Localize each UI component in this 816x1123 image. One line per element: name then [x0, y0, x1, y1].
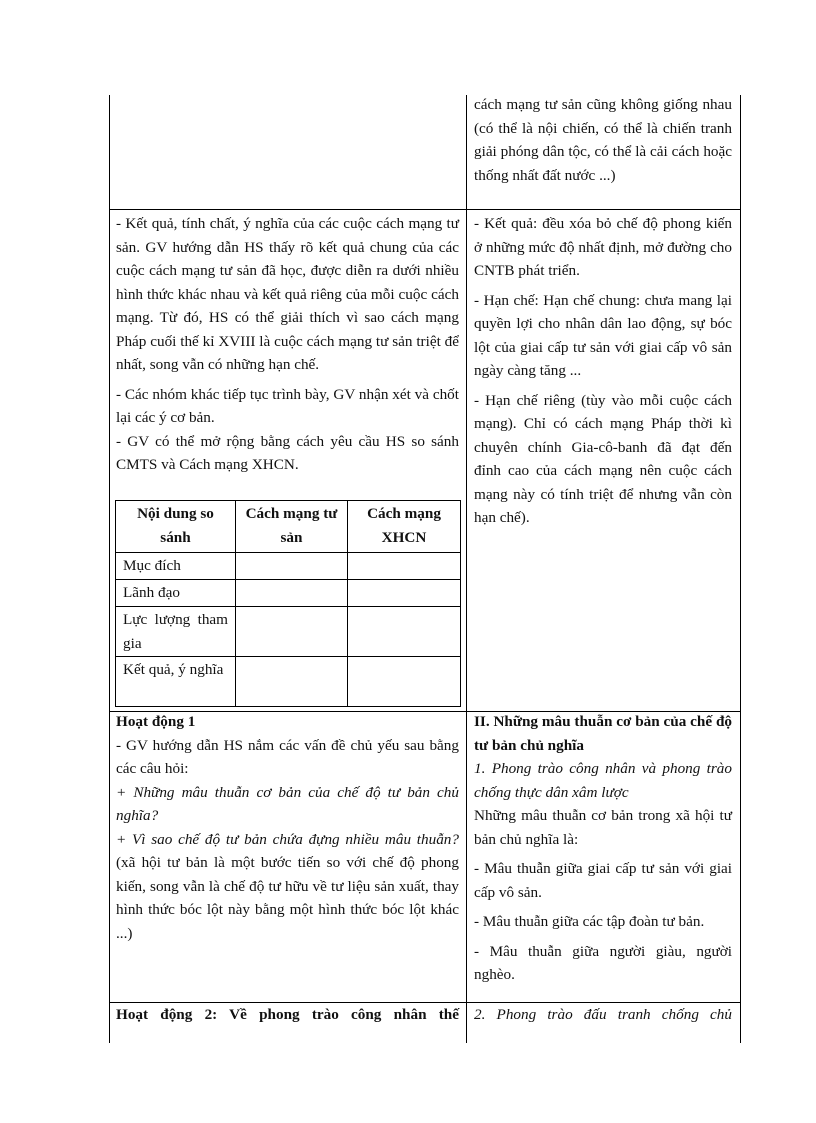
- specific-limit-paragraph: - Hạn chế riêng (tùy vào mỗi cuộc cách mạng). Chỉ có cách mạng Pháp thời kì chuyên chính Gia-cô-banh đã đạt đến đỉnh cao của cách mạng nên cuộc cách mạng này có tính triệt để nhưng vẫn còn hạn chế).: [474, 391, 732, 526]
- left-bottom-cell: [116, 710, 459, 945]
- left-mid-cell: [116, 212, 459, 477]
- header-content: Nội dung so sánh: [116, 501, 236, 553]
- table-border-middle: [466, 95, 467, 1043]
- subheading-2: 2. Phong trào đấu tranh chống chủ: [474, 1006, 732, 1023]
- section-2-heading: II. Những mâu thuẫn cơ bản của chế độ tư bản chủ nghĩa: [474, 713, 732, 754]
- question-2-answer: (xã hội tư bản là một bước tiến so với chế độ phong kiến, song vẫn là chế độ tư hữu về tư liệu sản xuất, thay hình thức bóc lột này bằng một hình thức bóc lột khác ...): [116, 854, 459, 942]
- empty-cell: [236, 607, 348, 657]
- contradictions-intro: Những mâu thuẫn cơ bản trong xã hội tư bản chủ nghĩa là:: [474, 807, 732, 848]
- empty-cell: [348, 657, 461, 707]
- activity-1-intro: - GV hướng dẫn HS nắm các vấn đề chủ yếu sau bằng các câu hỏi:: [116, 736, 459, 777]
- right-mid-cell: [474, 212, 732, 530]
- empty-cell: [348, 580, 461, 607]
- header-bourgeois: Cách mạng tư sản: [236, 501, 348, 553]
- contradiction-3: - Mâu thuẫn giữa người giàu, người nghèo.: [474, 942, 732, 983]
- header-socialist: Cách mạng XHCN: [348, 501, 461, 553]
- empty-cell: [236, 553, 348, 580]
- right-bottom-cell: [474, 710, 732, 987]
- row-label: Lực lượng tham gia: [116, 607, 236, 657]
- empty-cell: [236, 657, 348, 707]
- comparison-row: [116, 607, 461, 657]
- contradiction-1: - Mâu thuẫn giữa giai cấp tư sản với giai cấp vô sản.: [474, 860, 732, 901]
- result-paragraph: - Kết quả: đều xóa bỏ chế độ phong kiến ở những mức độ nhất định, mở đường cho CNTB phát triển.: [474, 215, 732, 279]
- extend-paragraph: - GV có thể mở rộng bằng cách yêu cầu HS so sánh CMTS và Cách mạng XHCN.: [116, 432, 459, 473]
- comparison-row: [116, 553, 461, 580]
- row-label: Lãnh đạo: [116, 580, 236, 607]
- contradiction-2: - Mâu thuẫn giữa các tập đoàn tư bản.: [474, 913, 705, 930]
- activity-2-heading: Hoạt động 2: Về phong trào công nhân thế: [116, 1006, 459, 1023]
- comparison-row: [116, 657, 461, 707]
- row-label: Kết quả, ý nghĩa: [116, 657, 236, 707]
- empty-cell: [236, 580, 348, 607]
- general-limit-paragraph: - Hạn chế: Hạn chế chung: chưa mang lại quyền lợi cho nhân dân lao động, sự bóc lột của giai cấp tư sản với giai cấp vô sản ngày càng tăng ...: [474, 291, 732, 379]
- activity-1-heading: Hoạt động 1: [116, 713, 196, 730]
- comparison-row: [116, 580, 461, 607]
- subheading-1: 1. Phong trào công nhân và phong trào chống thực dân xâm lược: [474, 760, 732, 801]
- question-2-text: + Vì sao chế độ tư bản chứa đựng nhiều mâu thuẫn?: [116, 830, 459, 848]
- empty-cell: [348, 607, 461, 657]
- results-paragraph: - Kết quả, tính chất, ý nghĩa của các cuộc cách mạng tư sản. GV hướng dẫn HS thấy rõ kết quả chung của các cuộc cách mạng tư sản đã học, được diễn ra dưới nhiều hình thức khác nhau và kết quả riêng của mỗi cuộc cách mạng. Từ đó, HS có thể giải thích vì sao cách mạng Pháp cuối thế kỉ XVIII là cuộc cách mạng tư sản triệt để nhất, song vẫn có những hạn chế.: [116, 215, 459, 373]
- right-top-cell: [474, 93, 732, 187]
- empty-cell: [348, 553, 461, 580]
- comparison-header-row: [116, 501, 461, 553]
- question-1: + Những mâu thuẫn cơ bản của chế độ tư bản chủ nghĩa?: [116, 783, 459, 824]
- left-last-cell: [116, 1003, 459, 1027]
- row-label: Mục đích: [116, 553, 236, 580]
- question-2: [116, 828, 459, 946]
- table-border-left: [109, 95, 110, 1043]
- groups-paragraph: - Các nhóm khác tiếp tục trình bày, GV nhận xét và chốt lại các ý cơ bản.: [116, 385, 459, 426]
- comparison-table: [115, 500, 461, 707]
- table-border-right: [740, 95, 741, 1043]
- row-divider-1: [109, 209, 741, 210]
- right-last-cell: [474, 1003, 732, 1027]
- right-top-text: cách mạng tư sản cũng không giống nhau (có thể là nội chiến, có thể là chiến tranh giải phóng dân tộc, có thể là cải cách hoặc thống nhất đất nước ...): [474, 96, 732, 184]
